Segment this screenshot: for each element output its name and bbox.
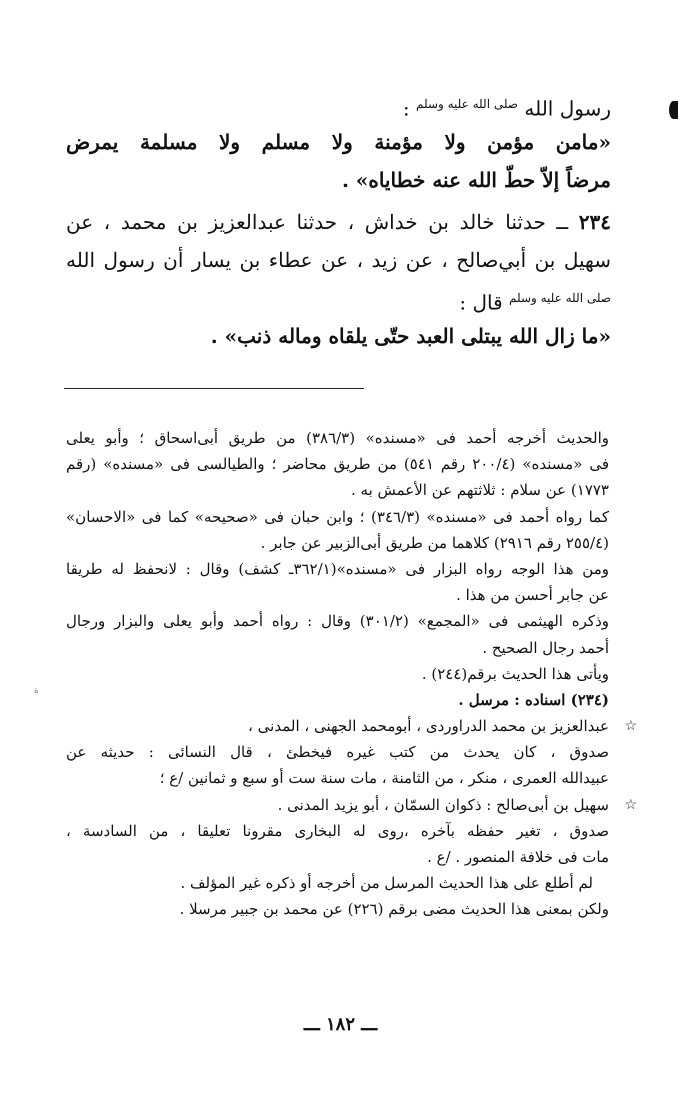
note-line-11: (٢٣٤) اسناده : مرسل . <box>458 690 609 709</box>
note-line-3: ١٧٧٣) عن سلام : ثلاثتهم عن الأعمش به . <box>350 481 609 500</box>
note-line-17: مات فى خلافة المنصور . /ع . <box>427 848 609 866</box>
main-line-2: «مامن مؤمن ولا مؤمنة ولا مسلم ولا مسلمة يمرض <box>66 130 611 154</box>
main-line-6 <box>66 279 611 317</box>
main-line-4-text: ــ حدثنا خالد بن خداش ، حدثنا عبدالعزيز بن محمد ، عن <box>66 210 569 234</box>
note-line-16: صدوق ، تغير حفظه بآخره ،روى له البخارى مقرونا تعليقا ، من السادسة ، <box>66 821 609 840</box>
main-line-3: مرضاً إلاّ حطّ الله عنه خطاياه» . <box>341 168 611 192</box>
note-line-4: كما رواه أحمد فى «مسنده» (٣٤٦/٣) ؛ وابن حبان فى «صحيحه» كما فى «الاحسان» <box>66 507 609 526</box>
honorific-glyph: صلى الله عليه وسلم <box>416 97 518 111</box>
main-line-5: سهيل بن أبي‌صالح ، عن زيد ، عن عطاء بن يسار أن رسول الله <box>66 248 611 272</box>
note-line-6: ومن هذا الوجه رواه البزار فى «مسنده»(٣٦٢/١ـ كشف) وقال : لانحفظ له طريقا <box>66 559 609 578</box>
note-line-8: وذكره الهيثمى فى «المجمع» (٣٠١/٢) وقال : رواه أحمد وأبو يعلى والبزار ورجال <box>66 612 610 631</box>
main-line-4 <box>66 203 611 241</box>
honorific-glyph-2: صلى الله عليه وسلم <box>509 291 611 305</box>
note-line-19: ولكن بمعنى هذا الحديث مضى برقم (٢٢٦) عن محمد بن جبير مرسلا . <box>179 900 609 919</box>
main-line-1-suffix: : <box>402 96 410 121</box>
main-line-7: «ما زال الله يبتلى العبد حتّى يلقاه وماله ذنب» . <box>210 324 611 348</box>
note-line-12 <box>66 713 637 739</box>
note-line-15 <box>66 792 637 818</box>
page-number: ـــ ١٨٢ ـــ <box>303 1014 378 1035</box>
footnotes <box>66 425 637 923</box>
note-line-14: عبيدالله العمرى ، منكر ، من الثامنة ، مات سنة ست أو سبع و ثمانين /ع ؛ <box>159 769 609 788</box>
note-line-7: عن جابر أحسن من هذا . <box>456 586 609 605</box>
note-line-12-text: عبدالعزيز بن محمد الدراوردى ، أبومحمد الجهنى ، المدنى ، <box>248 717 609 736</box>
note-line-5: (٢٥٥/٤ رقم ٢٩١٦) كلاهما من طريق أبى‌الزبير عن جابر . <box>260 533 609 552</box>
main-line-1 <box>66 85 611 123</box>
note-line-13: صدوق ، كان يحدث من كتب غيره فيخطئ ، قال النسائى : حديثه عن <box>66 743 609 762</box>
note-line-1: والحديث أخرجه أحمد فى «مسنده» (٣٨٦/٣) من طريق أبى‌اسحاق ؛ وأبو يعلى <box>66 429 609 447</box>
note-line-18: لم أطلع على هذا الحديث المرسل من أخرجه أو ذكره غير المؤلف . <box>180 874 593 893</box>
note-line-2: فى «مسنده» (٢٠٠/٤ رقم ٥٤١) من طريق محاضر ؛ والطيالسى فى «مسنده» (رقم <box>66 455 610 474</box>
stray-mark: ة <box>34 686 39 696</box>
footnote-separator <box>64 388 364 389</box>
star-icon: ☆ <box>624 796 637 813</box>
main-line-6-text: قال : <box>459 290 503 315</box>
page-edge-mark <box>669 101 678 119</box>
main-line-1-prefix: رسول الله <box>524 96 611 121</box>
note-line-15-text: سهيل بن أبى‌صالح : ذكوان السمّان ، أبو يزيد المدنى . <box>277 795 609 814</box>
note-line-10: ويأتى هذا الحديث برقم(٢٤٤) . <box>421 664 609 683</box>
hadith-number: ٢٣٤ <box>578 210 611 234</box>
note-line-9: أحمد رجال الصحيح . <box>482 638 609 657</box>
hadith-main-text <box>66 85 611 355</box>
star-icon: ☆ <box>624 718 637 735</box>
